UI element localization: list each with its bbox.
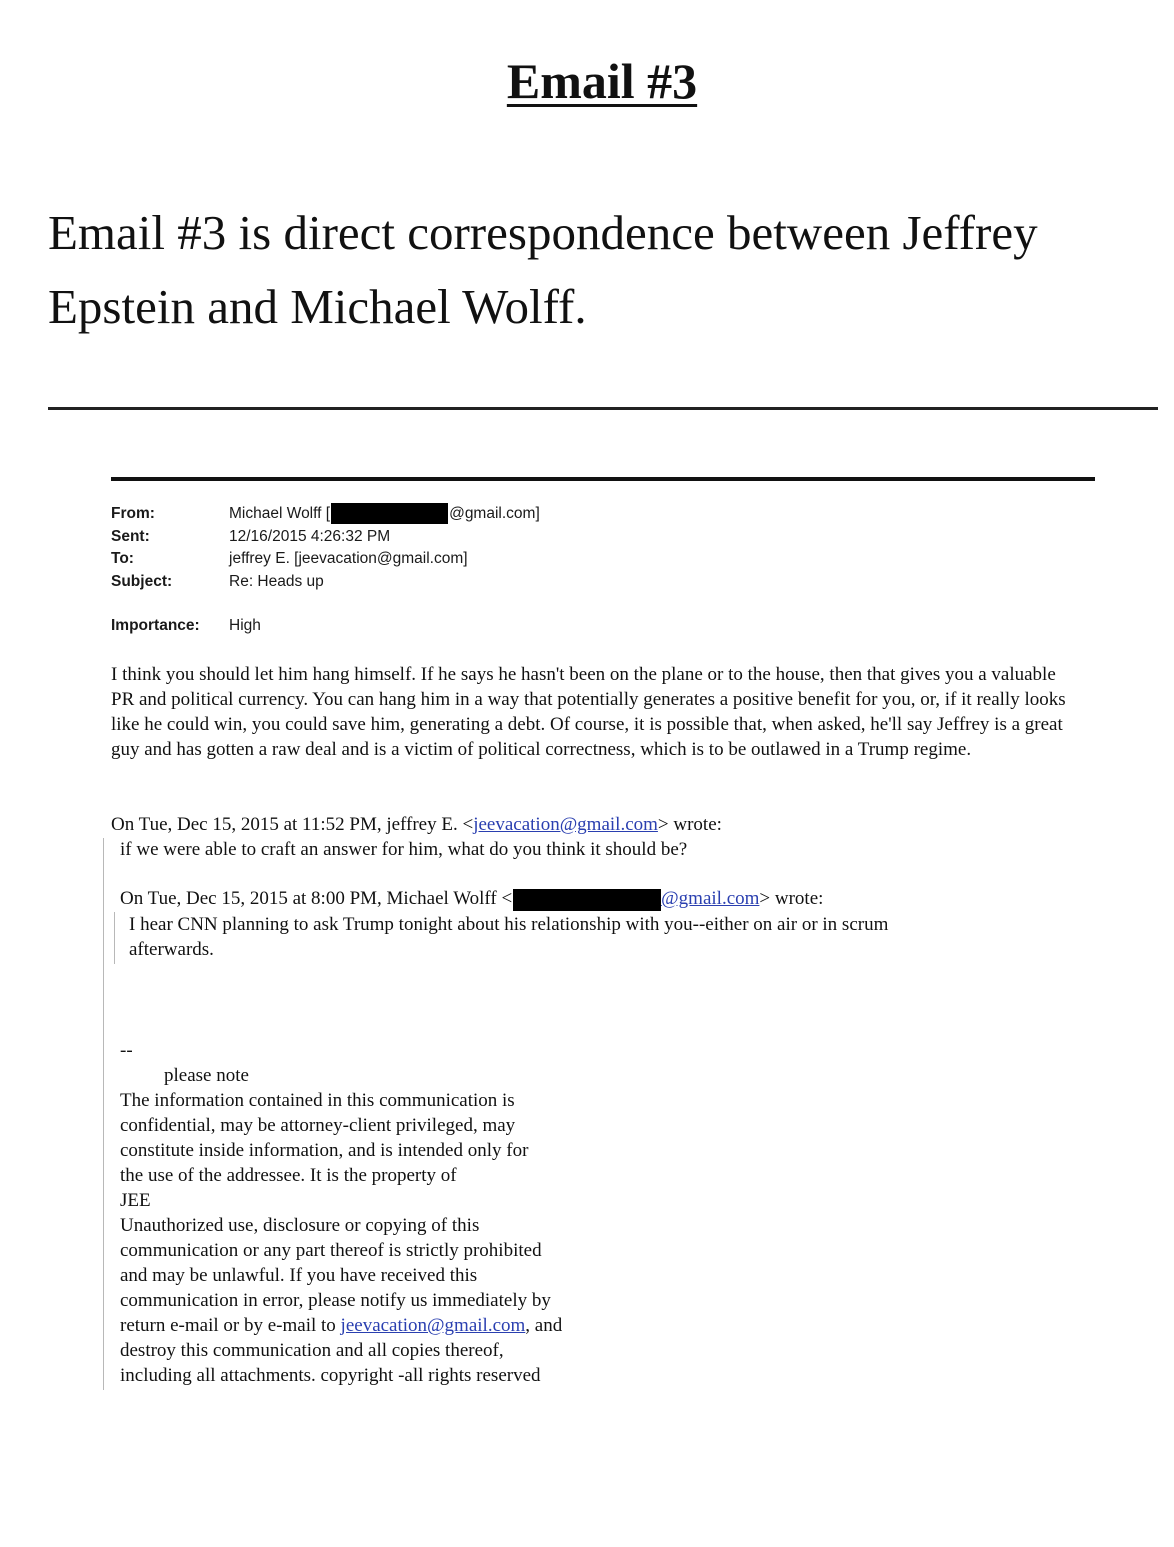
disclaimer-line: communication in error, please notify us immediately by xyxy=(120,1290,551,1311)
importance-value: High xyxy=(229,617,261,634)
sent-value: 12/16/2015 4:26:32 PM xyxy=(229,527,391,545)
disclaimer-email-link[interactable]: jeevacation@gmail.com xyxy=(340,1315,526,1336)
disclaimer-line: communication or any part thereof is strictly prohibited xyxy=(120,1240,542,1261)
page-title: Email #3 xyxy=(506,53,698,109)
disclaimer-line: and may be unlawful. If you have received this xyxy=(120,1265,478,1286)
from-domain: @gmail.com] xyxy=(449,505,540,522)
quote-bar-inner xyxy=(114,912,115,964)
quote1-email-link[interactable]: jeevacation@gmail.com xyxy=(473,814,658,835)
disclaimer-line: including all attachments. copyright -all rights reserved xyxy=(120,1365,541,1386)
redaction-box xyxy=(513,889,661,911)
sent-row xyxy=(111,526,540,549)
from-label: From: xyxy=(111,505,155,522)
subject-row xyxy=(111,571,540,594)
quote2-line-1: I hear CNN planning to ask Trump tonight about his relationship with you--either on air or in scrum xyxy=(129,914,889,935)
quote1-header: On Tue, Dec 15, 2015 at 11:52 PM, jeffrey E. <jeevacation@gmail.com> wrote: xyxy=(111,814,722,835)
section-divider xyxy=(48,407,1158,410)
to-row xyxy=(111,548,540,571)
disclaimer-line: destroy this communication and all copies thereof, xyxy=(120,1340,504,1361)
disclaimer-line: The information contained in this communication is xyxy=(120,1090,515,1111)
disclaimer xyxy=(120,1063,562,1388)
disclaimer-line: confidential, may be attorney-client privileged, may xyxy=(120,1115,516,1136)
quote-bar-outer xyxy=(103,838,104,1390)
quote2-header: On Tue, Dec 15, 2015 at 8:00 PM, Michael Wolff < @gmail.com> wrote: xyxy=(120,888,824,909)
redaction-box xyxy=(331,503,448,524)
from-row xyxy=(111,503,540,526)
from-value xyxy=(229,503,540,526)
subject-label: Subject: xyxy=(111,572,173,590)
disclaimer-line: JEE xyxy=(120,1190,151,1211)
importance-label: Importance: xyxy=(111,617,200,634)
disclaimer-line: the use of the addressee. It is the property of xyxy=(120,1165,457,1186)
quote2-email-link[interactable]: @gmail.com xyxy=(661,888,760,909)
subject-value: Re: Heads up xyxy=(229,572,324,590)
disclaimer-note: please note xyxy=(164,1065,249,1086)
quote1-text: if we were able to craft an answer for him, what do you think it should be? xyxy=(120,839,688,860)
signature-separator: -- xyxy=(120,1040,133,1061)
disclaimer-line: constitute inside information, and is intended only for xyxy=(120,1140,529,1161)
importance-row xyxy=(111,615,540,638)
sent-label: Sent: xyxy=(111,527,150,545)
email-headers xyxy=(111,503,540,638)
email-body: I think you should let him hang himself. If he says he hasn't been on the plane or to the house, then that gives you a valuable PR and political currency. You can hang him in a way that potentially generates a positive benefit for you, or, if it really looks like he could win, you could save him, generating a debt. Of course, it is possible that, when asked, he'll say Jeffrey is a great guy and has gotten a raw deal and is a victim of political correctness, which is to be outlawed in a Trump regime. xyxy=(111,664,1066,760)
email-header-rule xyxy=(111,477,1095,481)
from-name: Michael Wolff [ xyxy=(229,505,331,522)
disclaimer-line: Unauthorized use, disclosure or copying of this xyxy=(120,1215,480,1236)
quote2-line-2: afterwards. xyxy=(129,939,214,960)
disclaimer-return-line: return e-mail or by e-mail to jeevacation@gmail.com, and xyxy=(120,1315,563,1336)
intro-paragraph: Email #3 is direct correspondence between Jeffrey Epstein and Michael Wolff. xyxy=(48,205,1038,334)
to-label: To: xyxy=(111,550,134,567)
to-value: jeffrey E. [jeevacation@gmail.com] xyxy=(229,550,468,567)
